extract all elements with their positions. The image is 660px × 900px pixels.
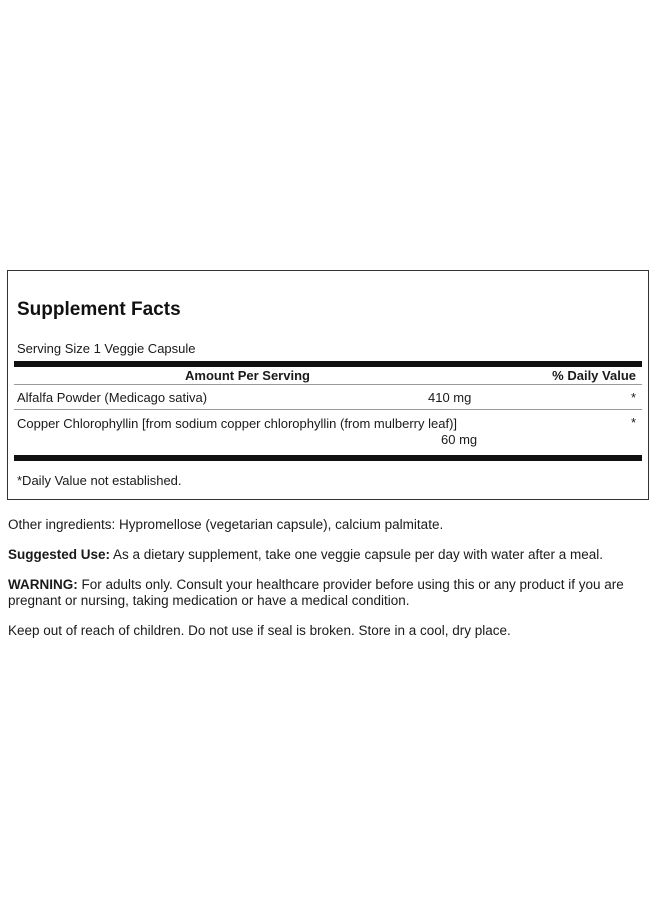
ingredient-daily-value: * xyxy=(630,415,636,430)
ingredient-name: Alfalfa Powder (Medicago sativa) xyxy=(17,390,208,405)
warning-label: WARNING: xyxy=(8,577,78,592)
divider-thick-bottom xyxy=(14,455,642,461)
serving-size: Serving Size 1 Veggie Capsule xyxy=(17,341,196,356)
divider-thin xyxy=(14,384,642,385)
divider-thin xyxy=(14,409,642,410)
storage-instructions: Keep out of reach of children. Do not use if seal is broken. Store in a cool, dry place. xyxy=(8,623,511,638)
suggested-use-text: As a dietary supplement, take one veggie capsule per day with water after a meal. xyxy=(110,547,604,562)
daily-value-footnote: *Daily Value not established. xyxy=(17,473,182,488)
ingredient-name: Copper Chlorophyllin [from sodium copper chlorophyllin (from mulberry leaf)] xyxy=(17,416,458,431)
suggested-use-label: Suggested Use: xyxy=(8,547,111,562)
warning xyxy=(8,577,652,609)
divider-thick-top xyxy=(14,361,642,367)
ingredient-amount: 60 mg xyxy=(441,432,478,447)
supplement-facts-panel xyxy=(7,270,649,500)
facts-title: Supplement Facts xyxy=(17,299,181,320)
ingredient-daily-value: * xyxy=(630,390,636,405)
column-header-daily-value: % Daily Value xyxy=(552,368,636,383)
warning-text: For adults only. Consult your healthcare provider before using this or any product if you are pregnant or nursing, taking medication or have a medical condition. xyxy=(8,577,624,608)
other-ingredients: Other ingredients: Hypromellose (vegetarian capsule), calcium palmitate. xyxy=(8,517,444,532)
suggested-use xyxy=(8,547,652,563)
column-header-amount: Amount Per Serving xyxy=(185,368,310,383)
ingredient-amount: 410 mg xyxy=(428,390,472,405)
